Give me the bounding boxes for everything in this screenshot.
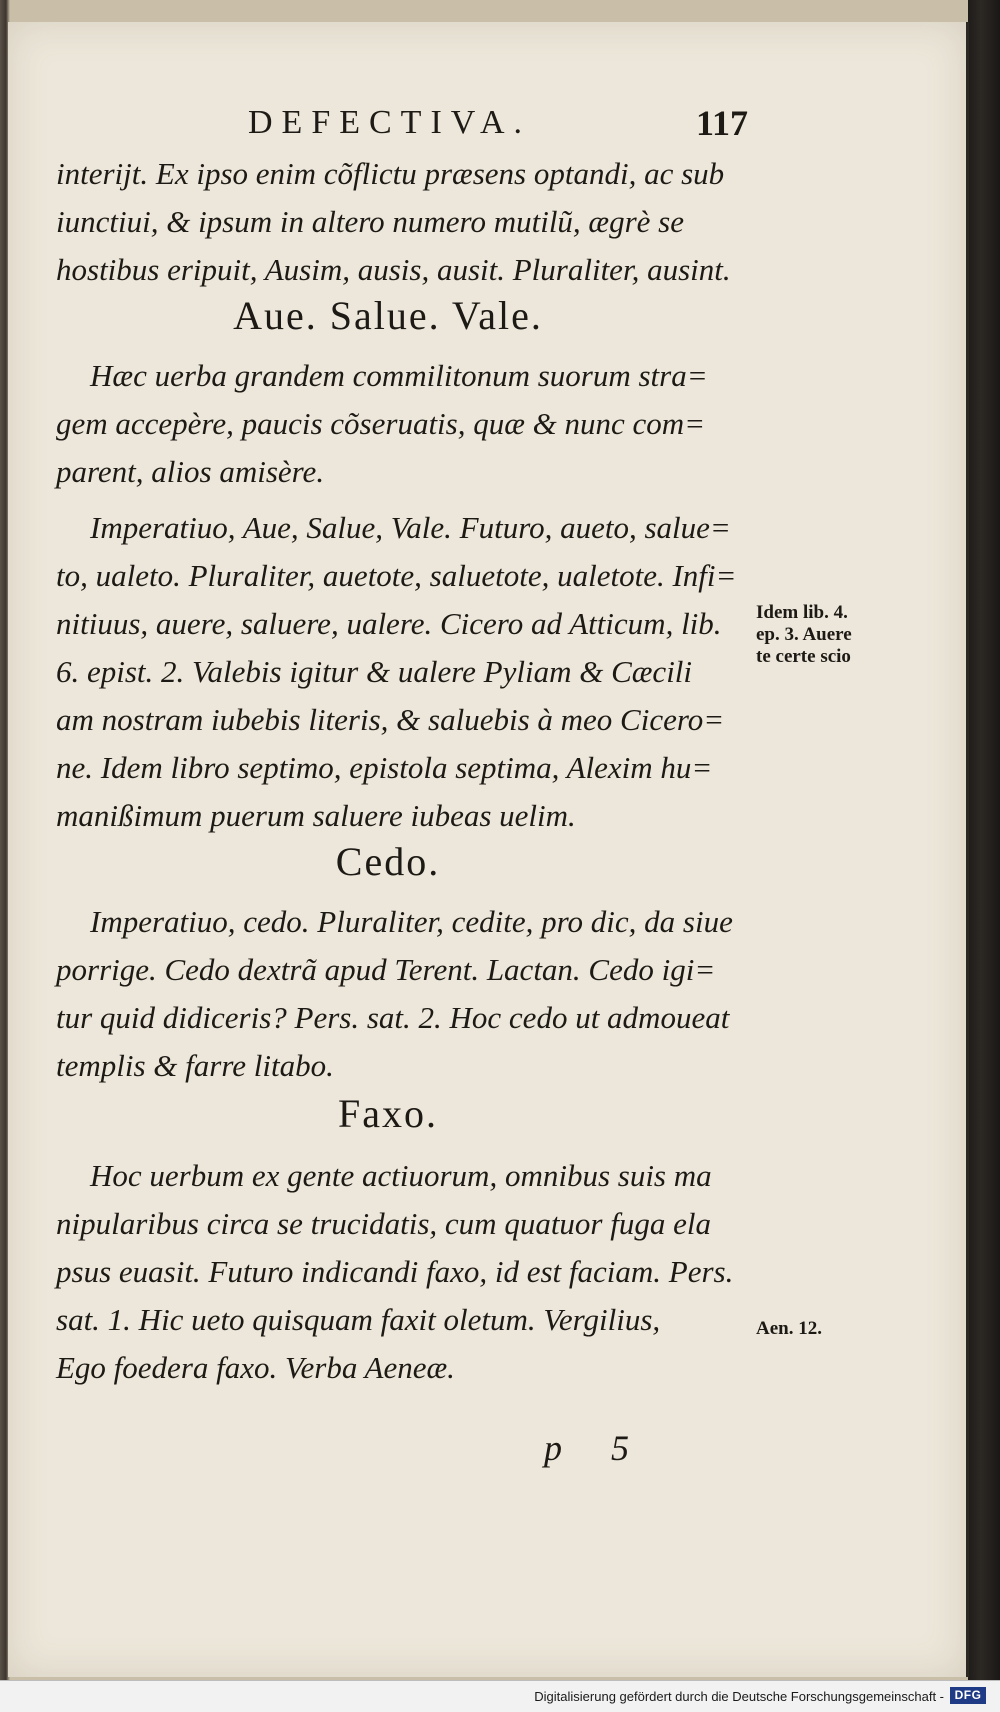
text-line: iunctiui, & ipsum in altero numero mutilũ, ægrè se <box>56 204 685 239</box>
margin-note-aen: Aen. 12. <box>756 1318 822 1339</box>
text-line: Hoc uerbum ex gente actiuorum, omnibus suis ma <box>90 1158 712 1193</box>
text-line: interijt. Ex ipso enim cõflictu præsens optandi, ac sub <box>56 156 725 191</box>
text-line: sat. 1. Hic ueto quisquam faxit oletum. Vergilius, <box>56 1302 661 1337</box>
text-line: nipularibus circa se trucidatis, cum quatuor fuga ela <box>56 1206 711 1241</box>
text-line: psus euasit. Futuro indicandi faxo, id est faciam. Pers. <box>56 1254 734 1289</box>
text-block-5b <box>56 1200 756 1392</box>
text-block-1 <box>56 150 756 294</box>
text-line: am nostram iubebis literis, & saluebis à meo Cicero= <box>56 702 725 737</box>
margin-note-idem <box>756 602 896 668</box>
text-block-3b <box>56 552 756 840</box>
text-line: nitiuus, auere, saluere, ualere. Cicero ad Atticum, lib. <box>56 606 722 641</box>
text-line: to, ualeto. Pluraliter, auetote, saluetote, ualetote. Infi= <box>56 558 737 593</box>
dfg-logo: DFG <box>950 1687 986 1704</box>
text-block-4 <box>90 898 790 946</box>
footer-credit: Digitalisierung gefördert durch die Deutsche Forschungsgemeinschaft - <box>534 1689 944 1704</box>
text-line: gem accepère, paucis cõseruatis, quæ & nunc com= <box>56 406 706 441</box>
section-heading-faxo: Faxo. <box>338 1091 438 1136</box>
margin-note-line: ep. 3. Auere <box>756 624 852 645</box>
text-line: tur quid didiceris? Pers. sat. 2. Hoc cedo ut admoueat <box>56 1000 730 1035</box>
text-line: Ego foedera faxo. Verba Aeneæ. <box>56 1350 455 1385</box>
text-line: templis & farre litabo. <box>56 1048 334 1083</box>
text-line: 6. epist. 2. Valebis igitur & ualere Pyliam & Cæcili <box>56 654 693 689</box>
text-line: ne. Idem libro septimo, epistola septima, Alexim hu= <box>56 750 713 785</box>
text-line: Imperatiuo, cedo. Pluraliter, cedite, pro dic, da siue <box>90 904 733 939</box>
text-block-3 <box>90 504 790 552</box>
text-line: Hæc uerba grandem commilitonum suorum stra= <box>90 358 708 393</box>
text-line: Imperatiuo, Aue, Salue, Vale. Futuro, aueto, salue= <box>90 510 731 545</box>
text-block-2 <box>90 352 790 400</box>
margin-note-line: te certe scio <box>756 646 851 667</box>
margin-note-line: Idem lib. 4. <box>756 602 848 623</box>
text-line: porrige. Cedo dextrã apud Terent. Lactan. Cedo igi= <box>56 952 716 987</box>
page-number: 117 <box>696 103 749 143</box>
text-line: manißimum puerum saluere iubeas uelim. <box>56 798 576 833</box>
text-block-2b <box>56 400 756 496</box>
section-heading-cedo: Cedo. <box>335 839 441 884</box>
text-block-4b <box>56 946 756 1090</box>
running-head: DEFECTIVA. <box>248 104 531 141</box>
book-page <box>8 22 969 1677</box>
text-block-5 <box>90 1152 790 1200</box>
book-edge <box>968 0 1000 1711</box>
section-heading-aue: Aue. Salue. Vale. <box>233 293 543 338</box>
text-line: parent, alios amisère. <box>56 454 325 489</box>
text-line: hostibus eripuit, Ausim, ausis, ausit. Pluraliter, ausint. <box>56 252 731 287</box>
signature-mark: p 5 <box>544 1428 649 1468</box>
